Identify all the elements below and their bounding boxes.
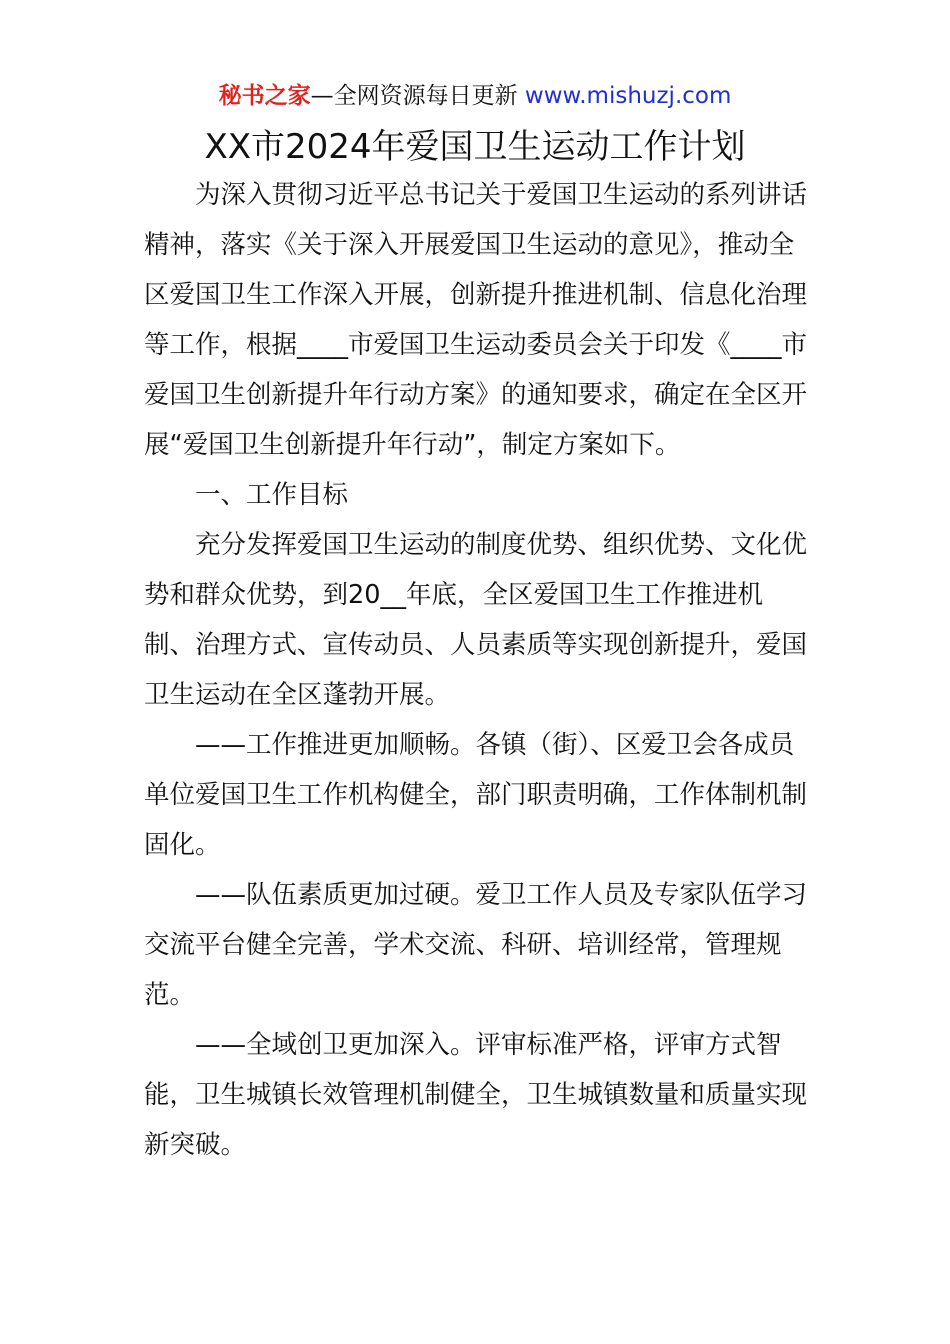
goals-paragraph: 充分发挥爱国卫生运动的制度优势、组织优势、文化优势和群众优势，到20__年底，全区爱国卫生工作推进机制、治理方式、宣传动员、人员素质等实现创新提升，爱国卫生运动在全区蓬勃开展。	[144, 530, 808, 710]
document-body	[144, 170, 810, 1170]
document-title: XX市2024年爱国卫生运动工作计划	[204, 127, 746, 167]
site-url-link[interactable]: www.mishuzj.com	[524, 83, 732, 109]
goal-item-sanitation-creation: ——全域创卫更加深入。评审标准严格，评审方式智能，卫生城镇长效管理机制健全，卫生城镇数量和质量实现新突破。	[144, 1030, 808, 1160]
intro-paragraph: 为深入贯彻习近平总书记关于爱国卫生运动的系列讲话精神，落实《关于深入开展爱国卫生运动的意见》，推动全区爱国卫生工作深入开展，创新提升推进机制、信息化治理等工作，根据____市爱国卫生运动委员会关于印发《____市爱国卫生创新提升年行动方案》的通知要求，确定在全区开展“爱国卫生创新提升年行动”，制定方案如下。	[144, 180, 808, 460]
site-header	[0, 80, 950, 112]
goal-item-work-promotion: ——工作推进更加顺畅。各镇（街）、区爱卫会各成员单位爱国卫生工作机构健全，部门职责明确，工作体制机制固化。	[144, 730, 808, 860]
goal-item-team-quality: ——队伍素质更加过硬。爱卫工作人员及专家队伍学习交流平台健全完善，学术交流、科研、培训经常，管理规范。	[144, 880, 808, 1010]
brand-name: 秘书之家	[218, 83, 311, 109]
section-heading-goals: 一、工作目标	[195, 480, 349, 510]
header-tagline: —全网资源每日更新	[310, 83, 525, 109]
